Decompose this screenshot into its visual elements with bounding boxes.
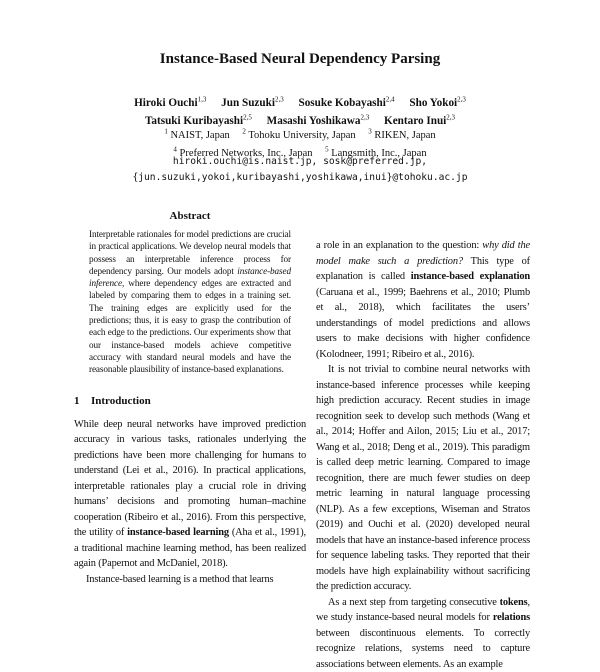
author-name: Kentaro Inui$^{2,3}$ <box>384 115 455 127</box>
author-name: Tatsuki Kuribayashi$^{2,5}$ <box>145 115 252 127</box>
paragraph: It is not trivial to combine neural networks with instance-based inference processes while keeping high prediction accuracy. Recent studies in image recognition seek to develop such methods (Wang et al., 2014; Hoffer and Ailon, 2015; Liu et al., 2017; Wang et al., 2018; Deng et al., 2019). This paradigm is called deep metric learning. Compared to image recognition, there are much fewer studies on deep metric learning in natural language processing (NLP). As a few exceptions, Wiseman and Stratos (2019) and Ouchi et al. (2020) developed neural models that have an instance-based inference process for sequence labeling tasks. They reported that their models have high explainability without sacrificing the prediction accuracy. <box>316 362 530 595</box>
abstract-heading: Abstract <box>74 210 306 222</box>
email-line-1: hiroki.ouchi@is.naist.jp, sosk@preferred.jp, <box>40 154 560 170</box>
email-line-2: {jun.suzuki,yokoi,kuribayashi,yoshikawa,inui}@tohoku.ac.jp <box>40 170 560 186</box>
author-name: Jun Suzuki$^{2,3}$ <box>221 97 284 109</box>
email-addresses <box>40 154 560 186</box>
right-column <box>316 238 530 672</box>
paragraph: a role in an explanation to the question: why did the model make such a prediction? This type of explanation is called instance-based explanation (Caruana et al., 1999; Baehrens et al., 2010; Plumb et al., 2018), which facilitates the users’ understandings of model predictions and allows users to make decisions with higher confidence (Kolodneer, 1991; Ribeiro et al., 2016). <box>316 238 530 362</box>
affiliation: $^4$ Preferred Networks, Inc., Japan <box>173 148 312 159</box>
affiliation: $^1$ NAIST, Japan <box>164 130 229 141</box>
affiliation-line-1 <box>40 124 560 143</box>
paragraph: While deep neural networks have improved prediction accuracy in various tasks, rationales underlying the predictions have been more challenging for humans to understand (Lei et al., 2016). In practical applications, interpretable rationales play a crucial role in driving humans’ decisions and promoting human–machine cooperation (Ribeiro et al., 2016). From this perspective, the utility of instance-based learning (Aha et al., 1991), a traditional machine learning method, has been realized again (Papernot and McDaniel, 2018). <box>74 417 306 572</box>
left-column <box>74 210 306 587</box>
author-name: Hiroki Ouchi$^{1,3}$ <box>134 97 206 109</box>
author-name: Masashi Yoshikawa$^{2,3}$ <box>267 115 370 127</box>
intro-text <box>74 417 306 588</box>
affiliation: $^2$ Tohoku University, Japan <box>242 130 355 141</box>
affiliation: $^5$ Langsmith, Inc., Japan <box>325 148 426 159</box>
paragraph: As a next step from targeting consecutive tokens, we study instance-based neural models for relations between discontinuous elements. To correctly recognize relations, systems need to capture associations between elements. As an example <box>316 595 530 672</box>
section-heading-introduction: 1 Introduction <box>74 395 306 407</box>
affiliation: $^3$ RIKEN, Japan <box>368 130 435 141</box>
author-name: Sho Yokoi$^{2,3}$ <box>409 97 466 109</box>
author-line-1 <box>40 92 560 111</box>
paragraph: Instance-based learning is a method that learns <box>74 572 306 588</box>
author-name: Sosuke Kobayashi$^{2,4}$ <box>298 97 394 109</box>
abstract-text: Interpretable rationales for model predictions are crucial in practical applications. We develop neural models that possess an interpretable inference process for dependency parsing. Our models adopt instance-based inference, where dependency edges are extracted and labeled by comparing them to edges in a training set. The training edges are explicitly used for the predictions; thus, it is easy to grasp the contribution of each edge to the predictions. Our experiments show that our instance-based models achieve competitive accuracy with standard neural models and have the reasonable plausibility of instance-based explanations. <box>89 228 291 376</box>
paper-title: Instance-Based Neural Dependency Parsing <box>0 51 600 68</box>
right-column-text <box>316 238 530 672</box>
